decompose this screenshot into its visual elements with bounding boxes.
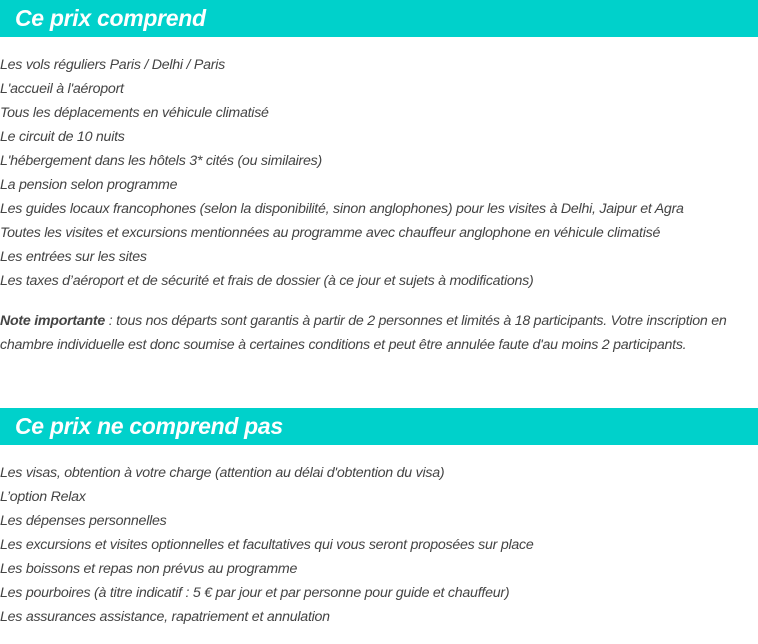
- important-note-text: : tous nos départs sont garantis à partir de 2 personnes et limités à 18 participants. Votre inscription en chambre individuelle est donc soumise à certaines conditions et peut être annulée faute d'au moins 2 participants.: [0, 313, 727, 353]
- excluded-title: Ce prix ne comprend pas: [15, 413, 283, 439]
- included-item: Les taxes d’aéroport et de sécurité et frais de dossier (à ce jour et sujets à modifications): [0, 273, 534, 289]
- excluded-item: Les pourboires (à titre indicatif : 5 € par jour et par personne pour guide et chauffeur): [0, 585, 510, 601]
- excluded-item: Les boissons et repas non prévus au programme: [0, 561, 298, 577]
- included-item: Tous les déplacements en véhicule climatisé: [0, 105, 269, 121]
- included-header: [0, 0, 758, 37]
- excluded-item: Les excursions et visites optionnelles et facultatives qui vous seront proposées sur place: [0, 537, 534, 553]
- included-item: Les guides locaux francophones (selon la disponibilité, sinon anglophones) pour les visites à Delhi, Jaipur et Agra: [0, 201, 684, 217]
- included-list: [0, 37, 758, 293]
- excluded-header: [0, 408, 758, 445]
- included-item: L'hébergement dans les hôtels 3* cités (ou similaires): [0, 153, 322, 169]
- excluded-item: L’option Relax: [0, 489, 86, 505]
- included-item: Toutes les visites et excursions mentionnées au programme avec chauffeur anglophone en véhicule climatisé: [0, 225, 661, 241]
- important-note-label: Note importante: [0, 313, 106, 329]
- included-item: Le circuit de 10 nuits: [0, 129, 125, 145]
- excluded-item: Les assurances assistance, rapatriement et annulation: [0, 609, 330, 625]
- excluded-list: [0, 445, 758, 629]
- included-item: L'accueil à l'aéroport: [0, 81, 124, 97]
- included-item: Les vols réguliers Paris / Delhi / Paris: [0, 57, 225, 73]
- included-title: Ce prix comprend: [15, 5, 206, 31]
- included-item: Les entrées sur les sites: [0, 249, 147, 265]
- included-item: La pension selon programme: [0, 177, 178, 193]
- important-note: [0, 309, 758, 357]
- excluded-section: [0, 408, 758, 629]
- excluded-item: Les dépenses personnelles: [0, 513, 167, 529]
- excluded-item: Les visas, obtention à votre charge (attention au délai d'obtention du visa): [0, 465, 445, 481]
